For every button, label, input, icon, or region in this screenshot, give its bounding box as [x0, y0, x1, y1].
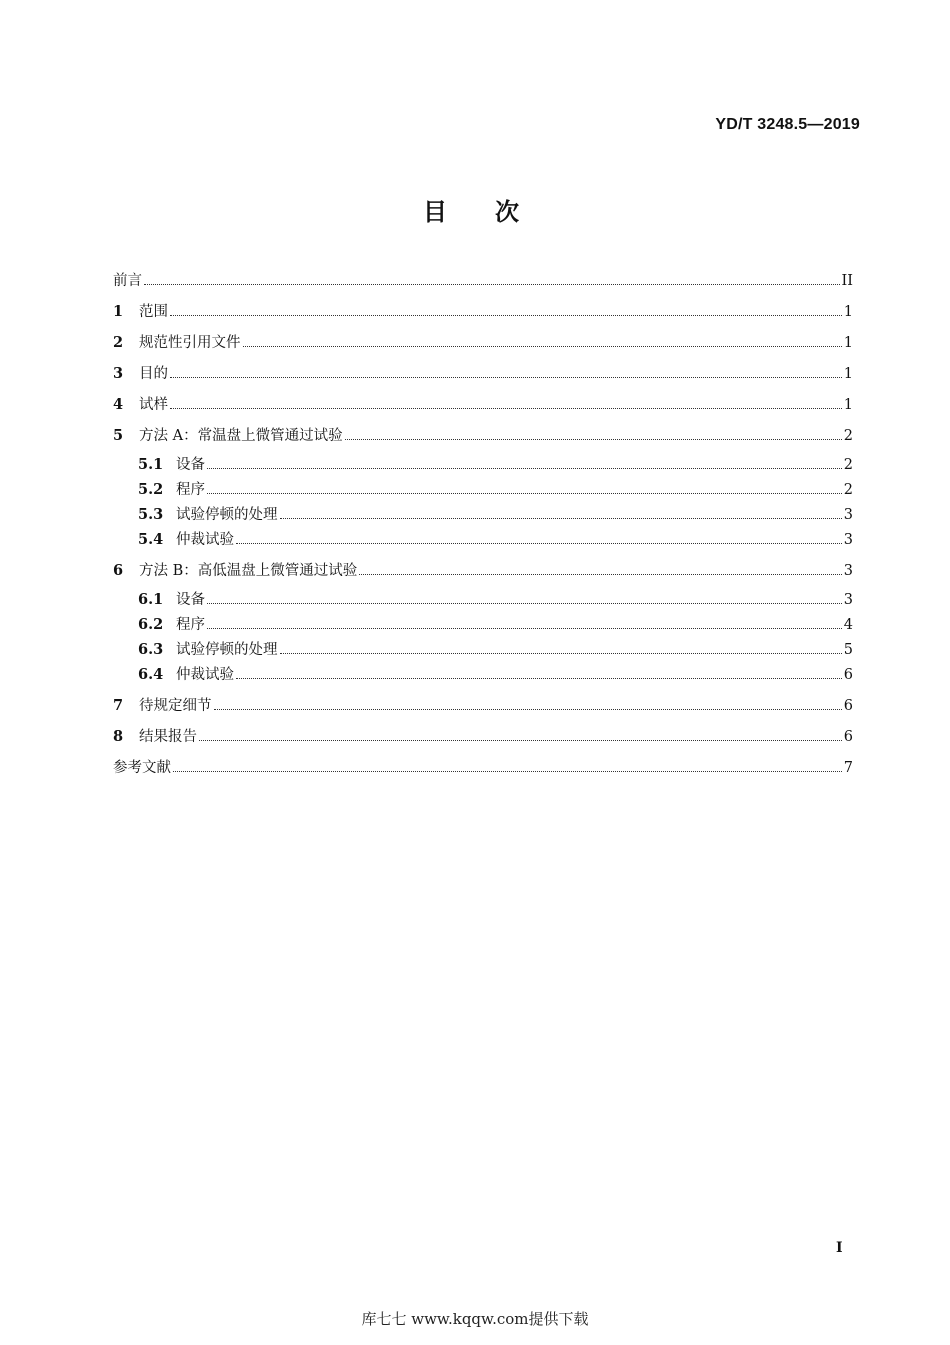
table-of-contents [113, 272, 853, 790]
toc-entry-number: 7 [113, 697, 124, 714]
dot-leader [207, 616, 842, 629]
dot-leader [170, 396, 842, 409]
toc-entry-page: 4 [843, 617, 853, 633]
toc-entry-4[interactable] [113, 396, 853, 427]
document-code: YD/T 3248.5—2019 [715, 116, 860, 133]
toc-entry-page: 3 [843, 532, 853, 548]
toc-entry-page: 3 [843, 592, 853, 608]
toc-entry-number: 6.3 [138, 641, 164, 658]
toc-entry-8[interactable] [113, 728, 853, 759]
toc-entry-1[interactable] [113, 303, 853, 334]
dot-leader [359, 562, 842, 575]
dot-leader [214, 697, 842, 710]
dot-leader [170, 303, 842, 316]
toc-entry-6-4[interactable] [113, 666, 853, 697]
dot-leader [280, 641, 842, 654]
toc-entry-title: 仲裁试验 [176, 667, 234, 683]
dot-leader [199, 728, 842, 741]
toc-entry-title: 试验停顿的处理 [176, 642, 278, 658]
toc-entry-title: 范围 [139, 304, 168, 320]
toc-entry-page: 1 [843, 366, 853, 382]
dot-leader [280, 506, 842, 519]
toc-entry-page: 6 [843, 698, 853, 714]
dot-leader [173, 759, 842, 772]
page-number: I [836, 1240, 843, 1256]
toc-entry-number: 1 [113, 303, 124, 320]
dot-leader [207, 591, 842, 604]
toc-entry-title: 程序 [176, 617, 205, 633]
dot-leader [207, 456, 842, 469]
toc-entry-title: 试样 [139, 397, 168, 413]
toc-entry-7[interactable] [113, 697, 853, 728]
toc-entry-page: 7 [843, 760, 853, 776]
toc-entry-foreword[interactable] [113, 272, 853, 303]
toc-entry-number: 8 [113, 728, 124, 745]
dot-leader [345, 427, 842, 440]
toc-entry-page: 1 [843, 397, 853, 413]
toc-entry-title: 方法 A：常温盘上微管通过试验 [139, 428, 343, 444]
toc-entry-page: 2 [843, 428, 853, 444]
toc-entry-title: 规范性引用文件 [139, 335, 241, 351]
toc-entry-title: 仲裁试验 [176, 532, 234, 548]
toc-entry-title: 方法 B：高低温盘上微管通过试验 [139, 563, 358, 579]
toc-entry-title: 目的 [139, 366, 168, 382]
toc-entry-page: 2 [843, 482, 853, 498]
toc-entry-page: II [841, 273, 853, 289]
dot-leader [236, 666, 842, 679]
toc-entry-number: 5 [113, 427, 124, 444]
toc-entry-number: 5.1 [138, 456, 164, 473]
toc-entry-number: 6 [113, 562, 124, 579]
toc-entry-number: 5.3 [138, 506, 164, 523]
toc-entry-6-3[interactable] [113, 641, 853, 666]
toc-entry-6-1[interactable] [113, 591, 853, 616]
toc-entry-page: 1 [843, 304, 853, 320]
toc-entry-title: 参考文献 [113, 760, 171, 776]
toc-entry-page: 3 [843, 563, 853, 579]
toc-entry-page: 2 [843, 457, 853, 473]
toc-entry-number: 6.4 [138, 666, 164, 683]
toc-entry-5[interactable] [113, 427, 853, 458]
toc-entry-number: 5.2 [138, 481, 164, 498]
toc-entry-references[interactable] [113, 759, 853, 790]
dot-leader [207, 481, 842, 494]
page-title: 目次 [423, 198, 567, 226]
dot-leader [236, 531, 842, 544]
toc-entry-5-4[interactable] [113, 531, 853, 562]
toc-entry-number: 3 [113, 365, 124, 382]
toc-entry-number: 2 [113, 334, 124, 351]
toc-entry-2[interactable] [113, 334, 853, 365]
toc-entry-page: 1 [843, 335, 853, 351]
toc-entry-3[interactable] [113, 365, 853, 396]
toc-entry-title: 试验停顿的处理 [176, 507, 278, 523]
toc-entry-5-2[interactable] [113, 481, 853, 506]
toc-entry-number: 5.4 [138, 531, 164, 548]
toc-entry-page: 3 [843, 507, 853, 523]
dot-leader [170, 365, 842, 378]
toc-entry-5-3[interactable] [113, 506, 853, 531]
toc-entry-number: 4 [113, 396, 124, 413]
toc-entry-page: 5 [843, 642, 853, 658]
toc-entry-title: 程序 [176, 482, 205, 498]
toc-entry-title: 前言 [113, 273, 142, 289]
toc-entry-number: 6.1 [138, 591, 164, 608]
toc-entry-title: 设备 [176, 457, 205, 473]
toc-entry-title: 设备 [176, 592, 205, 608]
dot-leader [144, 272, 840, 285]
toc-entry-title: 待规定细节 [139, 698, 212, 714]
dot-leader [243, 334, 842, 347]
toc-entry-6-2[interactable] [113, 616, 853, 641]
toc-entry-6[interactable] [113, 562, 853, 593]
download-watermark: 库七七 www.kqqw.com提供下载 [361, 1310, 589, 1328]
toc-entry-number: 6.2 [138, 616, 164, 633]
toc-entry-title: 结果报告 [139, 729, 197, 745]
toc-entry-page: 6 [843, 729, 853, 745]
toc-entry-page: 6 [843, 667, 853, 683]
toc-entry-5-1[interactable] [113, 456, 853, 481]
